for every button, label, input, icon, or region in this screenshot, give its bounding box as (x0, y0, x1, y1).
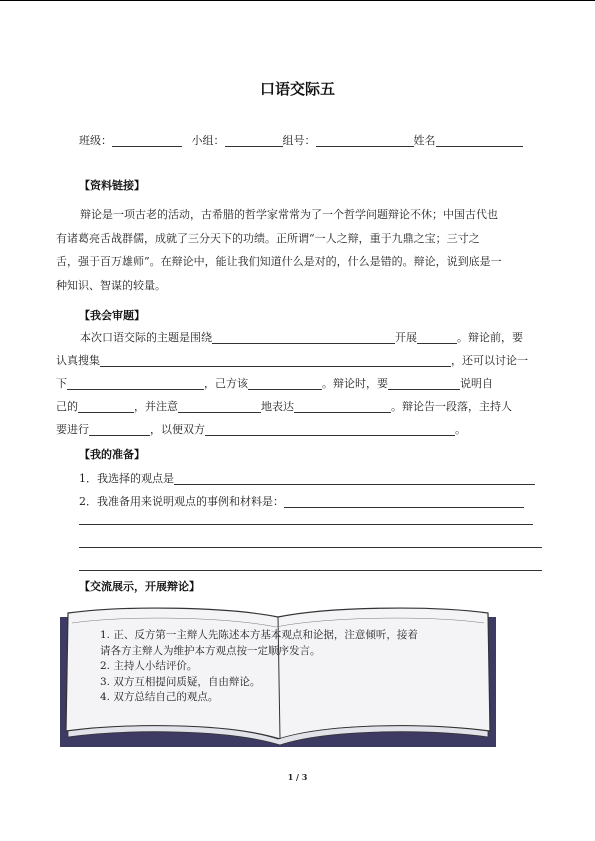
materials-line: 舌，强于百万雄师”。在辩论中，能让我们知道什么是对的，什么是错的。辩论，说到底是一 (56, 255, 502, 268)
review-text: ，以便双方 (150, 423, 205, 436)
host-blank[interactable] (89, 423, 150, 436)
attention-blank[interactable] (178, 400, 261, 413)
review-text: 。辩论前，要 (457, 331, 523, 344)
review-text: 认真搜集 (56, 354, 100, 367)
answer-line[interactable] (79, 570, 542, 571)
section-review: 【我会审题】 (79, 309, 145, 322)
materials-line: 有诸葛亮舌战群儒，成就了三分天下的功绩。正所谓“一人之辩，重于九鼎之宝；三寸之 (56, 231, 480, 245)
debate-step: 4. 双方总结自己的观点。 (100, 691, 219, 703)
prepare-item-2 (79, 493, 524, 509)
group-label: 小组： (191, 134, 225, 147)
review-text: 。辩论时，要 (322, 377, 388, 390)
viewpoint-blank[interactable] (174, 472, 535, 485)
materials-blank[interactable] (284, 495, 524, 508)
debate-steps (100, 628, 480, 706)
debate-step: 1. 正、反方第一主辩人先陈述本方基本观点和论据，注意倾听，接着 (100, 629, 418, 641)
section-exchange: 【交流展示，开展辩论】 (79, 580, 200, 593)
review-text: 地表达 (261, 400, 294, 413)
group-blank[interactable] (225, 134, 283, 147)
debate-step: 2. 主持人小结评价。 (100, 660, 198, 672)
review-text: 。 (455, 423, 466, 436)
review-text: ，还可以讨论一 (451, 354, 528, 367)
discuss-blank[interactable] (67, 377, 204, 390)
group-no-blank[interactable] (316, 134, 414, 147)
answer-line[interactable] (79, 547, 542, 548)
review-text: 要进行 (56, 423, 89, 436)
during-blank[interactable] (388, 377, 460, 390)
review-text: 己的 (56, 400, 78, 413)
top-rule (0, 0, 595, 1)
page-number: 1 / 3 (287, 772, 308, 782)
theme-blank[interactable] (212, 331, 395, 344)
debate-step: 3. 双方互相提问质疑，自由辩论。 (100, 675, 261, 688)
prepare-item-2-label: 2．我准备用来说明观点的事例和材料是： (79, 495, 284, 508)
materials-line: 种知识、智谋的较量。 (56, 278, 166, 292)
section-prepare: 【我的准备】 (79, 448, 145, 461)
activity-blank[interactable] (417, 331, 457, 344)
review-text: 开展 (395, 331, 417, 344)
debate-step: 请各方主辩人为维护本方观点按一定顺序发言。 (100, 644, 321, 657)
review-text: 。辩论告一段落，主持人 (391, 400, 512, 413)
prepare-item-1 (79, 470, 535, 486)
review-text: ，并注意 (134, 400, 178, 413)
answer-line[interactable] (79, 524, 533, 525)
materials-paragraph (56, 203, 543, 297)
review-text: 下 (56, 377, 67, 390)
page-title: 口语交际五 (259, 80, 335, 98)
review-text: ，己方该 (204, 377, 248, 390)
side-blank[interactable] (248, 377, 322, 390)
review-text: 本次口语交际的主题是围绕 (80, 331, 212, 344)
section-materials: 【资料链接】 (79, 179, 145, 192)
class-blank[interactable] (112, 134, 182, 147)
own-blank[interactable] (78, 400, 134, 413)
collect-blank[interactable] (100, 354, 451, 367)
student-info-line (79, 132, 523, 148)
materials-line: 辩论是一项古老的活动，古希腊的哲学家常常为了一个哲学问题辩论不休；中国古代也 (80, 208, 498, 221)
group-no-label: 组号： (282, 134, 316, 147)
express-blank[interactable] (294, 400, 391, 413)
review-text: 说明自 (460, 377, 493, 390)
both-sides-blank[interactable] (205, 423, 455, 436)
prepare-item-1-label: 1．我选择的观点是 (79, 472, 174, 485)
name-blank[interactable] (436, 134, 523, 147)
name-label: 姓名 (413, 134, 436, 147)
class-label: 班级： (79, 134, 112, 147)
